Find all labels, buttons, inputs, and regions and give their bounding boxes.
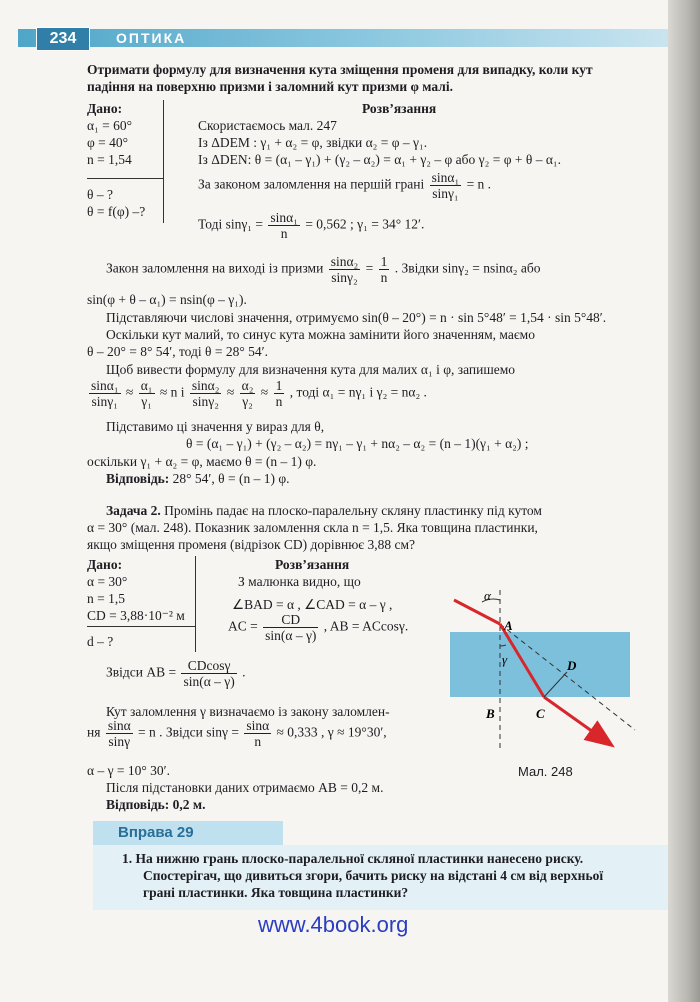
fraction-numerator: CD — [263, 612, 318, 628]
task2-given-title: Дано: — [87, 557, 123, 572]
fraction-numerator: sinα₂ — [330, 254, 359, 269]
intro-line-2: падіння на поверхню призми і заломний кут призми φ малі. — [87, 79, 453, 94]
fraction-numerator: sinα₁ — [431, 170, 460, 185]
task1-given-separator — [163, 100, 164, 223]
exercise-line-1: На нижню грань плоско-паралельної скляної пластинки нанесено риску. — [135, 851, 584, 866]
task1-p6: оскільки γ₁ + α₂ = φ, маємо θ = (n – 1) φ. — [87, 454, 317, 469]
task2-s7: α – γ = 10° 30′. — [87, 763, 171, 778]
task1-solution-title: Розв’язання — [362, 101, 437, 116]
task1-p2b: θ – 20° = 8° 54′, тоді θ = 28° 54′. — [87, 344, 268, 359]
task2-given-2: n = 1,5 — [87, 591, 125, 606]
fraction-denominator: sin(α – γ) — [265, 628, 317, 643]
task2-s3 — [228, 612, 408, 643]
task1-law-first-rhs: = n . — [466, 176, 492, 192]
watermark-link[interactable]: www.4book.org — [258, 912, 409, 937]
fraction-denominator: n — [254, 734, 262, 749]
fraction-denominator: sinγ₁ — [432, 186, 459, 201]
formula-fraction — [89, 378, 121, 409]
task1-then — [198, 210, 424, 241]
fraction-denominator: sinγ₂ — [331, 270, 358, 285]
task2-solution-title: Розв’язання — [275, 557, 350, 572]
task1-exit-c: sin(φ + θ – α₁) = nsin(φ – γ₁). — [87, 292, 247, 307]
figure-248 — [440, 560, 650, 780]
formula-fraction — [274, 378, 285, 409]
task1-small-angle-formula — [87, 378, 427, 409]
task1-p4: Підставимо ці значення у вираз для θ, — [106, 419, 325, 434]
fig-label-b: B — [486, 706, 495, 721]
task1-sol-line-1: Скористаємось мал. 247 — [198, 118, 337, 133]
task2-statement-1 — [106, 502, 542, 519]
intro-line-1: Отримати формулу для визначення кута зміщення променя для випадку, коли кут — [87, 62, 593, 77]
figure-caption: Мал. 248 — [518, 764, 573, 779]
task2-s6-tail: ≈ 0,333 , γ ≈ 19°30′, — [276, 724, 387, 740]
task2-given-divider — [87, 626, 195, 627]
answer-value: 0,2 м. — [172, 797, 206, 812]
task1-then-lhs: Тоді sinγ₁ = — [198, 216, 264, 232]
task2-s3-lhs: AC = — [228, 618, 258, 634]
task2-s6-fraction-2 — [244, 718, 271, 749]
approx-sign: ≈ — [260, 384, 269, 400]
fraction-denominator: sinγ — [108, 734, 131, 749]
page-edge — [668, 0, 700, 1002]
task1-exit-fraction — [329, 254, 361, 285]
formula-fraction — [139, 378, 155, 409]
exercise-line-3: грані пластинки. Яка товщина пластинки? — [143, 885, 409, 900]
fig-label-alpha: α — [484, 588, 491, 603]
task1-then-fraction — [268, 210, 300, 241]
task1-find-2: θ = f(φ) –? — [87, 204, 146, 219]
task2-answer — [106, 796, 205, 813]
task2-find: d – ? — [87, 634, 114, 649]
fig-label-gamma: γ — [502, 652, 508, 667]
fraction-denominator: sin(α – γ) — [183, 674, 235, 689]
exercise-item-1 — [122, 850, 583, 867]
task2-given-1: α = 30° — [87, 574, 128, 589]
task1-law-first-fraction — [430, 170, 462, 201]
fraction-numerator: CDcosγ — [181, 658, 236, 674]
task2-s4 — [106, 658, 246, 689]
fraction-numerator: α₂ — [241, 378, 254, 393]
task1-exit-law — [106, 254, 540, 285]
exercise-item-number: 1. — [122, 851, 133, 866]
task2-statement-3: якщо зміщення променя (відрізок CD) дорівнює 3,88 см? — [87, 537, 416, 552]
task2-given-3: CD = 3,88·10⁻² м — [87, 608, 185, 623]
task1-answer — [106, 470, 290, 487]
task2-s2: ∠BAD = α , ∠CAD = α – γ , — [232, 597, 393, 612]
fraction-numerator: sinα — [107, 718, 131, 733]
section-title: ОПТИКА — [116, 30, 187, 46]
glass-plate — [450, 632, 630, 697]
task2-given-separator — [195, 556, 196, 652]
task1-law-first-text: За законом заломлення на першій грані — [198, 176, 425, 192]
answer-label: Відповідь: — [106, 471, 170, 486]
task2-s6-fraction — [106, 718, 133, 749]
formula-fraction — [240, 378, 256, 409]
incident-ray — [454, 600, 500, 624]
fraction-numerator: 1 — [275, 378, 283, 393]
formula-text: ≈ n і — [159, 384, 185, 400]
fraction-numerator: sinα₂ — [191, 378, 220, 393]
fraction-numerator: sinα — [246, 718, 270, 733]
task1-exit-tail: . Звідки sinγ₂ = nsinα₂ або — [394, 260, 541, 276]
task1-p2a: Оскільки кут малий, то синус кута можна замінити його значенням, маємо — [106, 327, 535, 342]
answer-label: Відповідь: — [106, 797, 170, 812]
approx-sign: ≈ — [226, 384, 235, 400]
task1-then-result: = 0,562 ; γ₁ = 34° 12′. — [305, 216, 425, 232]
task1-given-divider — [87, 178, 163, 179]
exercise-line-2: Спостерігач, що дивиться згори, бачить риску на відстані 4 см від верхньої — [143, 868, 604, 883]
fraction-denominator: n — [275, 394, 283, 409]
fraction-denominator: sinγ₂ — [192, 394, 219, 409]
task2-s4-tail: . — [242, 664, 246, 680]
task2-s6-mid: = n . Звідси sinγ = — [138, 724, 239, 740]
task2-s6-lhs: ня — [87, 724, 101, 740]
task1-law-first — [198, 170, 491, 201]
fig-label-d: D — [567, 658, 577, 673]
formula-text: , тоді α₁ = nγ₁ і γ₂ = nα₂ . — [289, 384, 427, 400]
task1-p1: Підставляючи числові значення, отримуємо sin(θ – 20°) = n · sin 5°48′ = 1,54 · sin 5°48′. — [106, 310, 607, 325]
task2-s5: Кут заломлення γ визначаємо із закону заломлен- — [106, 704, 390, 719]
task1-exit-eq: = — [365, 260, 374, 276]
fig-label-a: A — [504, 618, 513, 633]
fraction-denominator: γ₁ — [141, 394, 152, 409]
exercise-title: Вправа 29 — [118, 824, 194, 841]
fraction-denominator: n — [280, 226, 288, 241]
fraction-denominator: sinγ₁ — [91, 394, 118, 409]
task2-statement-2: α = 30° (мал. 248). Показник заломлення скла n = 1,5. Яка товщина пластинки, — [87, 520, 538, 535]
page-number: 234 — [36, 27, 90, 51]
task2-s8: Після підстановки даних отримаємо AB = 0,2 м. — [106, 780, 384, 795]
task1-exit-text: Закон заломлення на виході із призми — [106, 260, 324, 276]
fraction-numerator: sinα₁ — [270, 210, 298, 225]
task2-line-1: Промінь падає на плоско-паралельну скляну пластинку під кутом — [164, 503, 542, 518]
task1-sol-line-3: Із ΔDEN: θ = (α₁ – γ₁) + (γ₂ – α₂) = α₁ + γ₂ – φ або γ₂ = φ + θ – α₁. — [198, 152, 561, 167]
answer-value: 28° 54′, θ = (n – 1) φ. — [172, 471, 290, 486]
fraction-numerator: α₁ — [140, 378, 153, 393]
task2-s6 — [87, 718, 387, 749]
task1-find-1: θ – ? — [87, 187, 113, 202]
approx-sign: ≈ — [125, 384, 134, 400]
emergent-ray — [544, 697, 610, 744]
task2-label: Задача 2. — [106, 503, 161, 518]
task2-s4-lhs: Звідси AB = — [106, 664, 177, 680]
formula-fraction — [190, 378, 222, 409]
task1-given-title: Дано: — [87, 101, 123, 116]
task1-given-1: α₁ = 60° — [87, 118, 133, 133]
task1-p5: θ = (α₁ – γ₁) + (γ₂ – α₂) = nγ₁ – γ₁ + nα₂ – α₂ = (n – 1)(γ₁ + α₂) ; — [186, 436, 529, 451]
task2-s1: З малюнка видно, що — [238, 574, 361, 589]
fraction-denominator: γ₂ — [242, 394, 253, 409]
task2-s3-tail: , AB = ACcosγ. — [323, 618, 409, 634]
fraction-denominator: n — [380, 270, 388, 285]
task2-s4-fraction — [181, 658, 236, 689]
task1-given-2: φ = 40° — [87, 135, 129, 150]
task2-s3-fraction — [263, 612, 318, 643]
fraction-numerator: sinα₁ — [91, 378, 119, 393]
task1-sol-line-2: Із ΔDEM : γ₁ + α₂ = φ, звідки α₂ = φ – γ₁. — [198, 135, 428, 150]
task1-p3: Щоб вивести формулу для визначення кута для малих α₁ і φ, запишемо — [106, 362, 516, 377]
task1-given-3: n = 1,54 — [87, 152, 132, 167]
fraction-numerator: 1 — [380, 254, 388, 269]
fig-label-c: C — [536, 706, 545, 721]
task1-exit-fraction-2 — [379, 254, 390, 285]
